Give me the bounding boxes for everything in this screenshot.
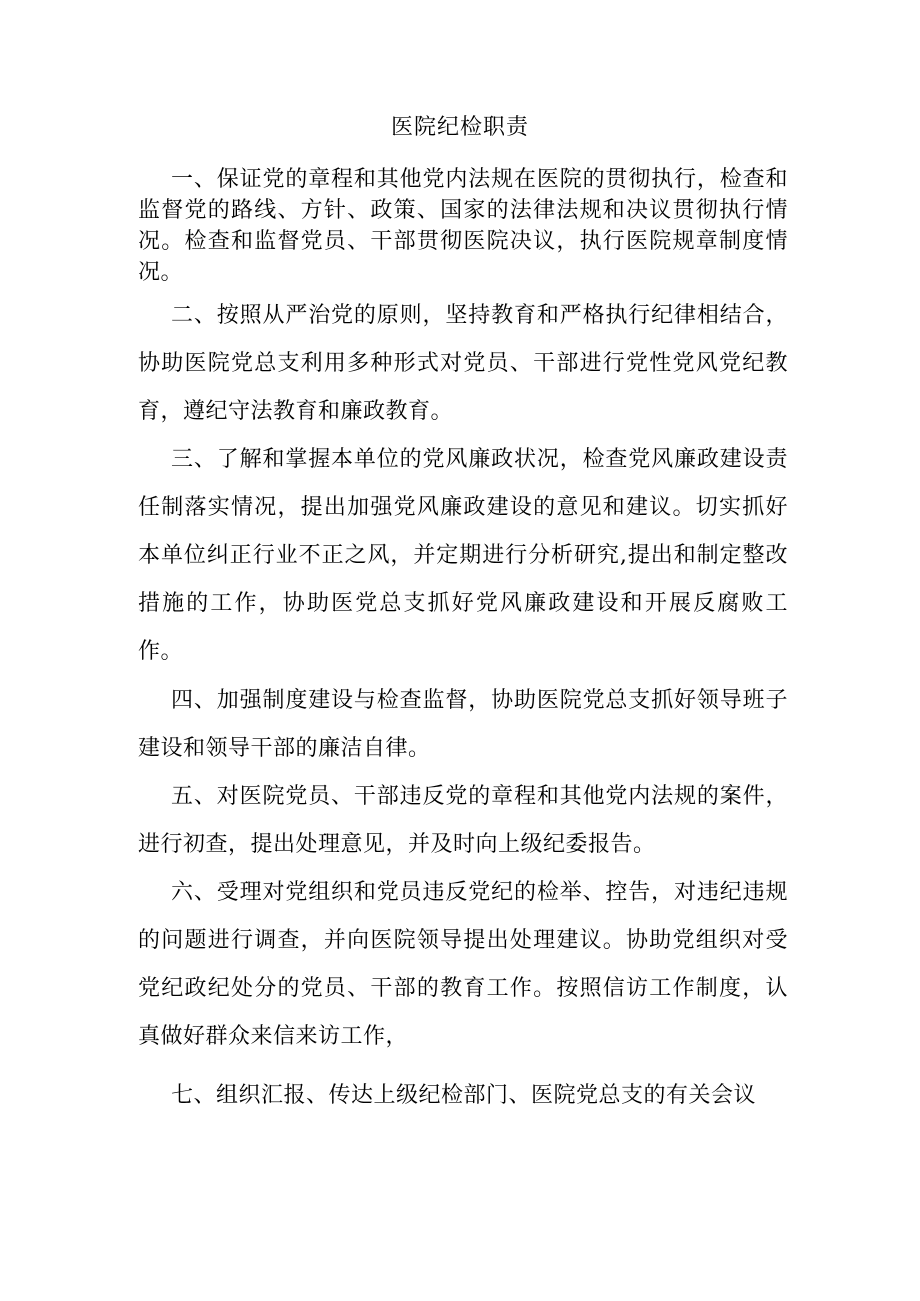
paragraph-3: 三、了解和掌握本单位的党风廉政状况，检查党风廉政建设责任制落实情况，提出加强党风廉政建设的意见和建议。切实抓好本单位纠正行业不正之风，并定期进行分析研究,提出和制定整改措施的工作，协助医党总支抓好党风廉政建设和开展反腐败工作。 (138, 447, 788, 664)
document-title: 医院纪检职责 (390, 115, 529, 140)
paragraph-2: 二、按照从严治党的原则，坚持教育和严格执行纪律相结合，协助医院党总支利用多种形式对党员、干部进行党性党风党纪教育，遵纪守法教育和廉政教育。 (138, 303, 788, 424)
paragraph-5: 五、对医院党员、干部违反党的章程和其他党内法规的案件，进行初查，提出处理意见，并及时向上级纪委报告。 (138, 784, 788, 857)
paragraph-4: 四、加强制度建设与检查监督，协助医院党总支抓好领导班子建设和领导干部的廉洁自律。 (138, 688, 788, 761)
paragraph-1: 一、保证党的章程和其他党内法规在医院的贯彻执行，检查和监督党的路线、方针、政策、国家的法律法规和决议贯彻执行情况。检查和监督党员、干部贯彻医院决议，执行医院规章制度情况。 (138, 167, 788, 285)
paragraph-6: 六、受理对党组织和党员违反党纪的检举、控告，对违纪违规的问题进行调查，并向医院领导提出处理建议。协助党组织对受党纪政纪处分的党员、干部的教育工作。按照信访工作制度，认真做好群众来信来访工作， (138, 880, 788, 1049)
paragraph-7: 七、组织汇报、传达上级纪检部门、医院党总支的有关会议 (171, 1083, 757, 1108)
